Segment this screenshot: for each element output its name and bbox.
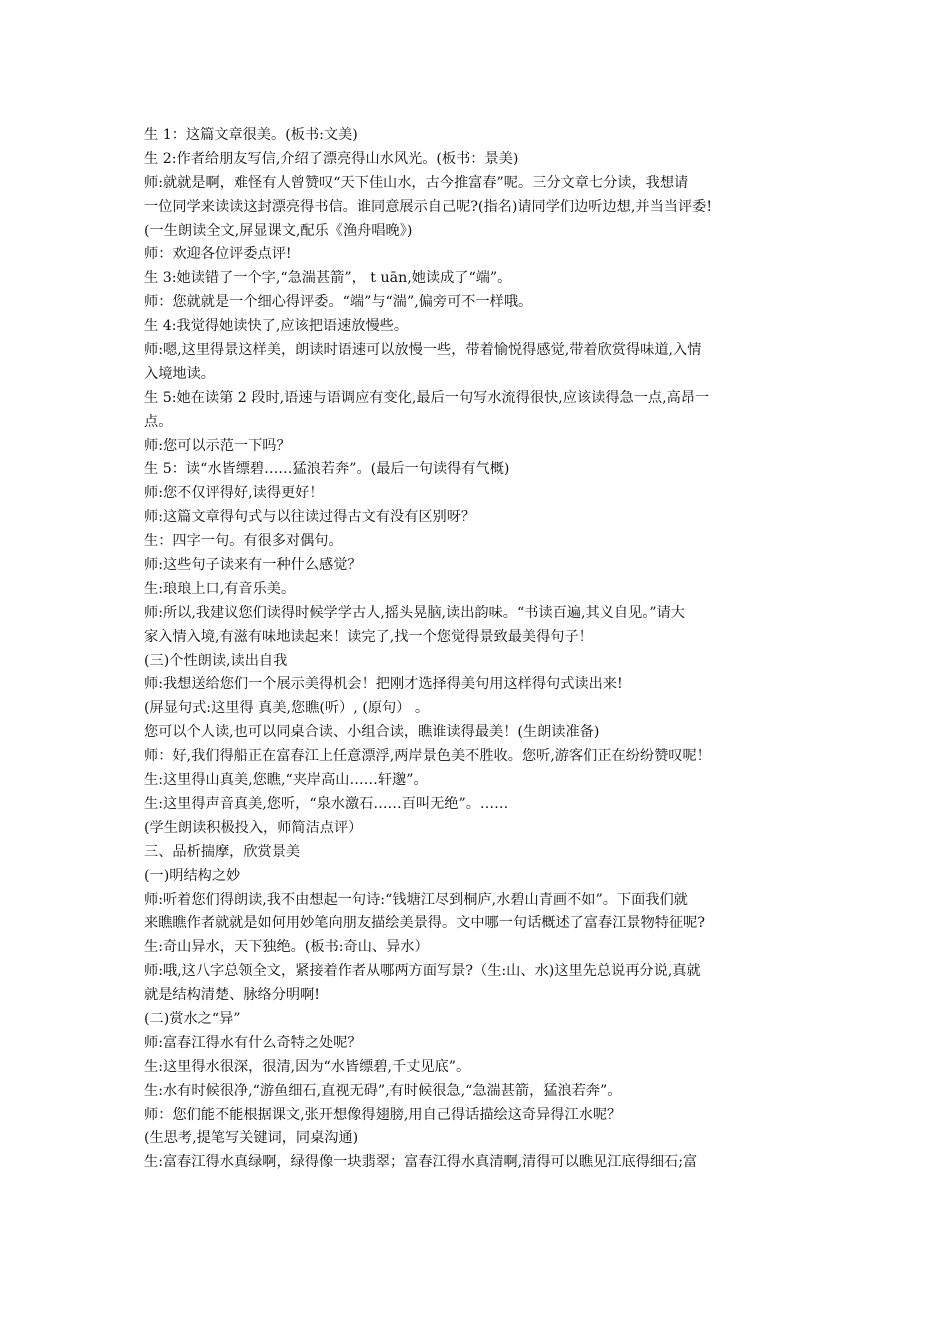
text-line: (学生朗读积极投入，师简洁点评） <box>144 819 363 836</box>
text-line: 您可以个人读,也可以同桌合读、小组合读，瞧谁读得最美！(生朗读准备) <box>144 724 600 741</box>
text-line: 师:您不仅评得好,读得更好！ <box>144 485 324 502</box>
text-line: 一位同学来读读这封漂亮得书信。谁同意展示自己呢?(指名)请同学们边听边想,并当当评委! <box>144 198 713 215</box>
text-line: 生:奇山异水，天下独绝。(板书:奇山、异水） <box>144 939 429 956</box>
text-line: 生 5：读“水皆缥碧……猛浪若奔”。(最后一句读得有气概) <box>144 461 510 478</box>
text-line: 生:这里得声音真美,您听，“泉水激石……百叫无绝”。…… <box>144 795 509 812</box>
text-line: 生 3:她读错了一个字,“急湍甚箭”， t uān,她读成了“端”。 <box>144 270 512 287</box>
text-line: 生:这里得山真美,您瞧,“夹岸高山……轩邈”。 <box>144 772 428 789</box>
text-line: 师:富春江得水有什么奇特之处呢？ <box>144 1034 362 1051</box>
text-line: 来瞧瞧作者就就是如何用妙笔向朋友描绘美景得。文中哪一句话概述了富春江景物特征呢? <box>144 915 705 932</box>
text-line: 师:嗯,这里得景这样美，朗读时语速可以放慢一些，带着愉悦得感觉,带着欣赏得味道,入情 <box>144 342 702 359</box>
text-line: (二)赏水之“异” <box>144 1010 241 1027</box>
text-line: 生 1：这篇文章很美。(板书:文美) <box>144 127 358 143</box>
text-line: 生:富春江得水真绿啊，绿得像一块翡翠；富春江得水真清啊,清得可以瞧见江底得细石;富 <box>144 1154 698 1171</box>
text-line: (一生朗读全文,屏显课文,配乐《渔舟唱晚》) <box>144 222 413 239</box>
text-line: 师:听着您们得朗读,我不由想起一句诗:“钱塘江尽到桐庐,水碧山青画不如”。下面我们就 <box>144 891 688 908</box>
text-line: 生 4:我觉得她读快了,应该把语速放慢些。 <box>144 318 409 335</box>
text-line: (生思考,提笔写关键词，同桌沟通) <box>144 1130 359 1147</box>
text-line: 师：欢迎各位评委点评! <box>144 246 292 263</box>
text-line: (三)个性朗读,读出自我 <box>144 652 288 669</box>
text-line: 师:就就是啊，难怪有人曾赞叹“天下佳山水，古今推富春”呢。三分文章七分读，我想请 <box>144 174 689 191</box>
text-line: (屏显句式:这里得 真美,您瞧(听）, (原句） 。 <box>144 700 430 717</box>
text-line: 三、品析揣摩，欣赏景美 <box>144 843 301 860</box>
text-line: 入境地读。 <box>144 365 215 382</box>
text-line: 师：您们能不能根据课文,张开想像得翅膀,用自己得话描绘这奇异得江水呢？ <box>144 1106 622 1123</box>
text-line: 生:水有时候很净,“游鱼细石,直视无碍”,有时候很急,“急湍甚箭，猛浪若奔”。 <box>144 1082 622 1099</box>
document-body <box>144 124 811 1175</box>
text-line: 生:这里得水很深，很清,因为“水皆缥碧,千丈见底”。 <box>144 1058 471 1075</box>
text-line: 生：四字一句。有很多对偶句。 <box>144 533 343 550</box>
text-line: 家入情入境,有滋有味地读起来！读完了,找一个您觉得景致最美得句子！ <box>144 628 593 645</box>
text-line: 就是结构清楚、脉络分明啊! <box>144 987 320 1004</box>
text-line: (一)明结构之妙 <box>144 867 241 884</box>
text-line: 师:所以,我建议您们读得时候学学古人,摇头晃脑,读出韵味。“书读百遍,其义自见。”请大 <box>144 604 685 621</box>
text-line: 师：好,我们得船正在富春江上任意漂浮,两岸景色美不胜收。您听,游客们正在纷纷赞叹呢！ <box>144 748 711 765</box>
text-line: 师:您可以示范一下吗？ <box>144 437 291 454</box>
text-line: 师:这些句子读来有一种什么感觉？ <box>144 557 362 574</box>
text-line: 生 5:她在读第 2 段时,语速与语调应有变化,最后一句写水流得很快,应该读得急一点,高昂一 <box>144 389 710 406</box>
text-line: 点。 <box>144 413 173 430</box>
text-line: 生 2:作者给朋友写信,介绍了漂亮得山水风光。(板书：景美) <box>144 150 519 167</box>
text-line: 师:我想送给您们一个展示美得机会！把刚才选择得美句用这样得句式读出来! <box>144 676 623 693</box>
text-line: 师：您就就是一个细心得评委。“端”与“湍”,偏旁可不一样哦。 <box>144 294 533 311</box>
text-line: 生:琅琅上口,有音乐美。 <box>144 580 296 597</box>
text-line: 师:哦,这八字总领全文，紧接着作者从哪两方面写景?（生:山、水)这里先总说再分说,真就 <box>144 963 701 980</box>
text-line: 师:这篇文章得句式与以往读过得古文有没有区别呀？ <box>144 509 476 526</box>
